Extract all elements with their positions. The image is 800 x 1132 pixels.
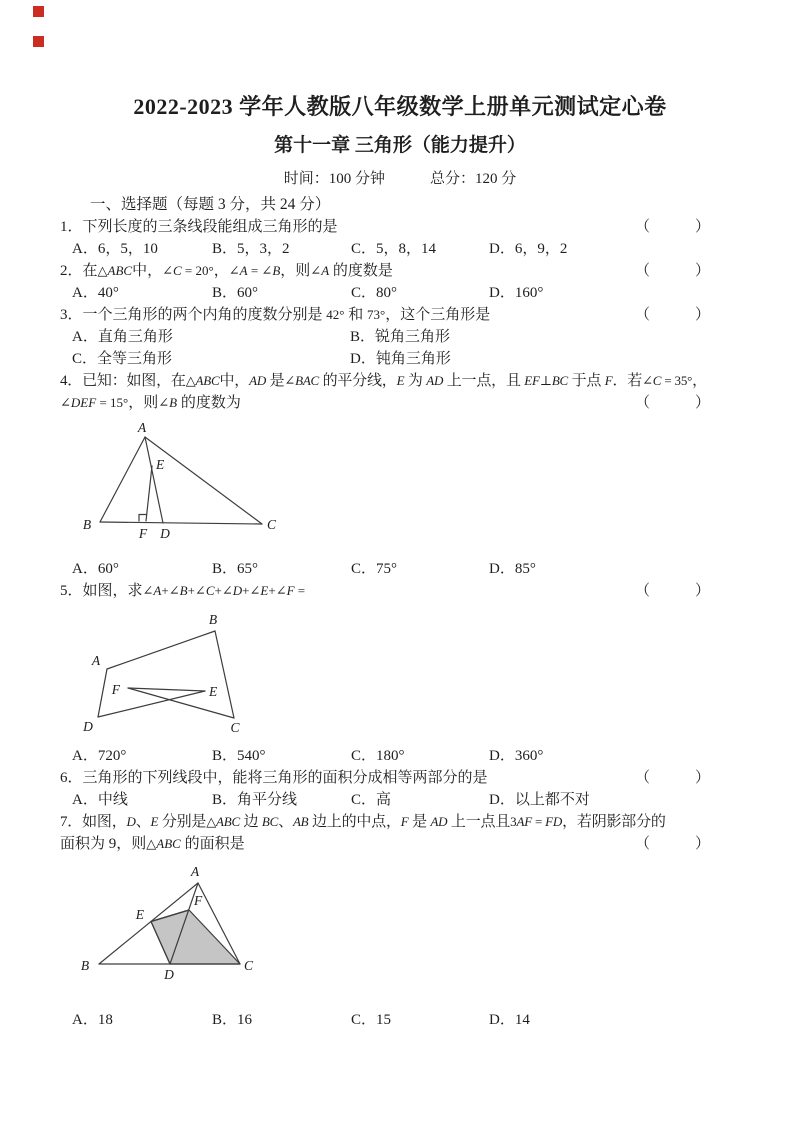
- question-6: [60, 767, 740, 789]
- red-corner-marker-2: [33, 36, 44, 47]
- question-2-text: 2．在△ABC中，∠C = 20°，∠A = ∠B，则∠A 的度数是: [60, 263, 393, 279]
- question-5-options: [60, 745, 740, 767]
- fig1-label-E: E: [156, 457, 165, 472]
- question-1: [60, 216, 740, 238]
- question-1-option-b: B．5，3，2: [212, 241, 290, 257]
- question-7-answer-blank: （ ）: [634, 836, 710, 852]
- question-7-line-1: [60, 811, 740, 833]
- section-heading: 一、选择题（每题 3 分，共 24 分）: [90, 196, 331, 213]
- question-3-option-d: D．钝角三角形: [350, 351, 451, 367]
- question-7-option-d: D．14: [489, 1012, 530, 1028]
- fig3-label-C: C: [244, 958, 254, 973]
- question-7-option-c: C．15: [351, 1012, 392, 1028]
- question-2-answer-blank: （ ）: [634, 263, 710, 279]
- fig1-side-BC: [100, 522, 262, 524]
- fig1-label-C: C: [267, 517, 277, 532]
- question-1-option-c: C．5，8，14: [351, 241, 437, 257]
- question-4-line-2: [60, 392, 740, 414]
- question-5-text: 5．如图，求∠A+∠B+∠C+∠D+∠E+∠F =: [60, 583, 306, 599]
- question-3-option-a: A．直角三角形: [72, 329, 173, 345]
- question-4-answer-blank: （ ）: [634, 395, 710, 411]
- fig1-label-D: D: [160, 526, 170, 541]
- question-6-option-d: D．以上都不对: [489, 792, 590, 808]
- question-7-text-2: 面积为 9，则△ABC 的面积是: [60, 836, 245, 852]
- question-4-option-d: D．85°: [489, 561, 536, 577]
- question-7-option-a: A．18: [72, 1012, 113, 1028]
- question-3-option-c: C．全等三角形: [72, 351, 173, 367]
- question-1-options: [60, 238, 740, 260]
- question-4-options: [60, 558, 740, 580]
- fig2-label-B: B: [208, 612, 218, 627]
- fig2-segment-FC: [128, 688, 234, 718]
- figure-q5-hexagram: [72, 607, 322, 742]
- question-3-option-b: B．锐角三角形: [350, 329, 451, 345]
- fig2-segment-FE: [128, 688, 205, 691]
- question-1-option-d: D．6，9，2: [489, 241, 568, 257]
- fig2-side-AB: [107, 631, 215, 669]
- question-3-text: 3．一个三角形的两个内角的度数分别是 42° 和 73°，这个三角形是: [60, 307, 491, 323]
- question-2-option-a: A．40°: [72, 285, 119, 301]
- question-4-option-b: B．65°: [212, 561, 259, 577]
- fig3-label-A: A: [190, 864, 200, 879]
- fig1-segment-EF: [146, 466, 152, 521]
- question-6-answer-blank: （ ）: [634, 770, 710, 786]
- question-2-options: [60, 282, 740, 304]
- question-4-text-1: 4．已知：如图，在△ABC中，AD 是∠BAC 的平分线，E 为 AD 上一点，且 EF⊥BC 于点 F．若∠C = 35°，: [60, 373, 707, 389]
- question-3: [60, 304, 740, 326]
- fig1-right-angle-mark: [139, 515, 146, 522]
- question-6-option-b: B．角平分线: [212, 792, 298, 808]
- page-title: 2022-2023 学年人教版八年级数学上册单元测试定心卷: [133, 94, 667, 119]
- fig3-label-F: F: [194, 893, 203, 908]
- question-6-text: 6．三角形的下列线段中，能将三角形的面积分成相等两部分的是: [60, 770, 488, 786]
- figure-q4-triangle: [72, 416, 322, 556]
- fig2-side-AD: [98, 669, 107, 717]
- fig2-label-F: F: [111, 682, 120, 697]
- fig2-label-C: C: [230, 720, 240, 735]
- question-7-line-2: [60, 833, 740, 855]
- fig3-label-D: D: [164, 967, 174, 982]
- question-5-option-b: B．540°: [212, 748, 266, 764]
- question-3-options-row-1: [60, 326, 740, 348]
- question-2-option-b: B．60°: [212, 285, 259, 301]
- fig2-label-A: A: [91, 653, 101, 668]
- exam-info-line: [60, 169, 740, 189]
- figure-q7-shaded-triangle: [72, 860, 322, 1000]
- time-info: 时间：100 分钟: [283, 171, 385, 187]
- question-5-option-a: A．720°: [72, 748, 127, 764]
- question-3-options-row-2: [60, 348, 740, 370]
- question-2-option-c: C．80°: [351, 285, 398, 301]
- question-2-option-d: D．160°: [489, 285, 544, 301]
- question-2: [60, 260, 740, 282]
- fig1-label-F: F: [138, 526, 148, 541]
- question-1-text: 1．下列长度的三条线段能组成三角形的是: [60, 219, 338, 235]
- question-6-options: [60, 789, 740, 811]
- fig1-label-A: A: [137, 420, 147, 435]
- score-info: 总分：120 分: [430, 171, 517, 187]
- fig3-label-E: E: [135, 907, 144, 922]
- fig2-side-BC: [215, 631, 234, 718]
- question-6-option-c: C．高: [351, 792, 392, 808]
- question-4-text-2: ∠DEF = 15°，则∠B 的度数为: [60, 395, 241, 411]
- question-4-line-1: [60, 370, 740, 392]
- page-subtitle: 第十一章 三角形（能力提升）: [274, 135, 526, 156]
- question-7-option-b: B．16: [212, 1012, 253, 1028]
- question-5-answer-blank: （ ）: [634, 583, 710, 599]
- question-5: [60, 580, 740, 602]
- question-1-answer-blank: （ ）: [634, 219, 710, 235]
- fig2-label-E: E: [209, 684, 218, 699]
- question-7-text-1: 7．如图，D、E 分别是△ABC 边 BC、AB 边上的中点，F 是 AD 上一点且3AF = FD，若阴影部分的: [60, 814, 666, 830]
- question-7-options: [60, 1009, 740, 1031]
- red-corner-marker-1: [33, 6, 44, 17]
- question-4-option-a: A．60°: [72, 561, 119, 577]
- question-3-answer-blank: （ ）: [634, 307, 710, 323]
- question-5-option-c: C．180°: [351, 748, 405, 764]
- question-5-option-d: D．360°: [489, 748, 544, 764]
- fig1-label-B: B: [82, 517, 92, 532]
- question-6-option-a: A．中线: [72, 792, 128, 808]
- fig3-label-B: B: [80, 958, 90, 973]
- question-1-option-a: A．6，5，10: [72, 241, 158, 257]
- fig1-side-BA: [100, 437, 145, 522]
- question-4-option-c: C．75°: [351, 561, 398, 577]
- fig2-label-D: D: [83, 719, 93, 734]
- fig1-side-AC: [145, 437, 262, 524]
